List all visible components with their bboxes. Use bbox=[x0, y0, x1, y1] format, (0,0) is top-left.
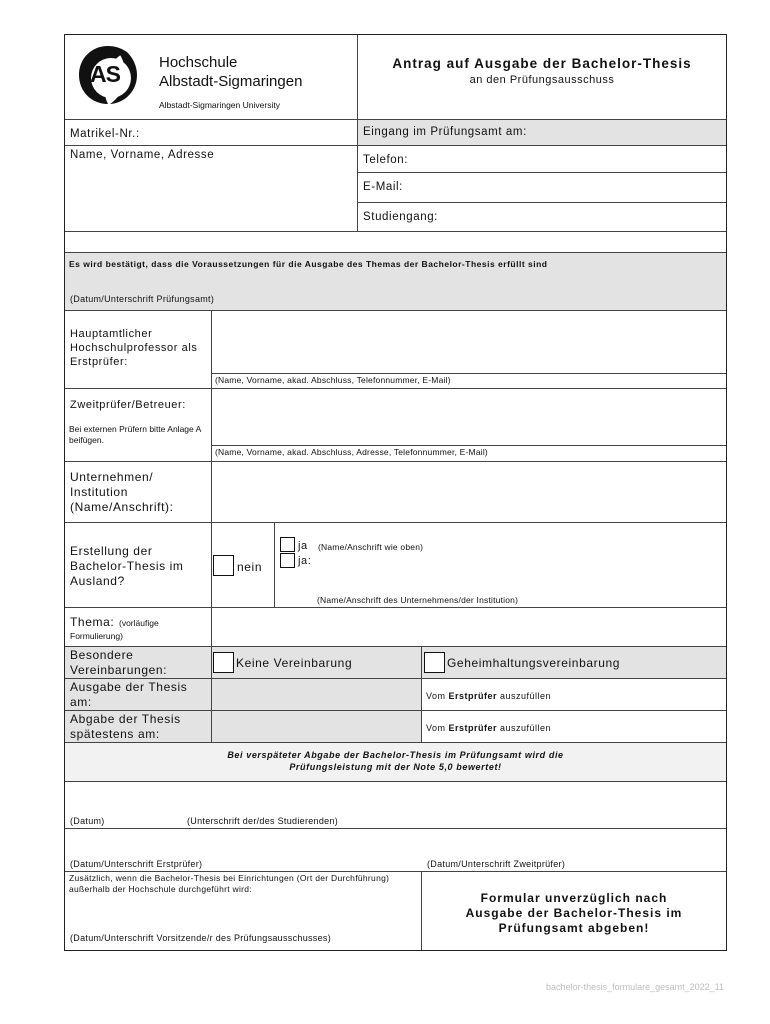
erstpruefer-row bbox=[65, 311, 726, 389]
ausland-ja-wie-oben-checkbox[interactable] bbox=[280, 537, 295, 552]
thema-row bbox=[65, 608, 726, 647]
vereinbarungen-label: Besondere Vereinbarungen: bbox=[70, 648, 168, 677]
thema-note: Formulierung) bbox=[70, 631, 123, 641]
ausland-ja-wie-oben-label: ja bbox=[298, 540, 308, 552]
unternehmen-row bbox=[65, 462, 726, 523]
pruefer-signature-row bbox=[65, 829, 726, 872]
zweitpruefer-hint: (Name, Vorname, akad. Abschluss, Adresse, Telefonnummer, E-Mail) bbox=[215, 447, 488, 457]
student-info-block bbox=[65, 120, 726, 232]
late-submission-warning bbox=[65, 743, 726, 782]
ausland-nein-label: nein bbox=[237, 560, 263, 574]
studiengang-label: Studiengang: bbox=[363, 211, 438, 223]
submit-line2: Ausgabe der Bachelor-Thesis im bbox=[465, 906, 683, 920]
warning-line1: Bei verspäteter Abgabe der Bachelor-Thesis im Prüfungsamt wird die bbox=[227, 750, 564, 760]
form-header bbox=[65, 35, 726, 120]
geheimhaltung-label: Geheimhaltungsvereinbarung bbox=[447, 656, 621, 670]
matrikel-label: Matrikel-Nr.: bbox=[70, 128, 140, 140]
confirmation-block bbox=[65, 253, 726, 311]
name-address-label: Name, Vorname, Adresse bbox=[70, 149, 215, 161]
signature-zweitpruefer: (Datum/Unterschrift Zweitprüfer) bbox=[427, 859, 566, 869]
warning-line2: Prüfungsleistung mit der Note 5,0 bewertet! bbox=[289, 762, 502, 772]
ausland-ja-wie-oben-note: (Name/Anschrift wie oben) bbox=[318, 542, 424, 552]
signature-erstpruefer: (Datum/Unterschrift Erstprüfer) bbox=[70, 859, 203, 869]
confirmation-text: Es wird bestätigt, dass die Voraussetzungen für die Ausgabe des Themas der Bachelor-Thesis erfüllt sind bbox=[69, 259, 548, 269]
logo-line2: Albstadt-Sigmaringen bbox=[159, 73, 303, 90]
final-block bbox=[65, 872, 726, 950]
ausgabe-label: Ausgabe der Thesis am: bbox=[70, 680, 188, 709]
signature-vorsitz: (Datum/Unterschrift Vorsitzende/r des Prüfungsausschusses) bbox=[70, 933, 332, 943]
page-title: Antrag auf Ausgabe der Bachelor-Thesis bbox=[392, 56, 692, 71]
thesis-application-form bbox=[64, 34, 727, 951]
erstpruefer-label: Hauptamtlicher Hochschulprofessor als Erstprüfer: bbox=[70, 328, 198, 368]
thema-label: Thema: bbox=[70, 615, 115, 629]
keine-vereinbarung-label: Keine Vereinbarung bbox=[236, 656, 353, 670]
student-signature-row bbox=[65, 782, 726, 829]
logo-line1: Hochschule bbox=[159, 54, 238, 71]
signature-datum: (Datum) bbox=[70, 816, 105, 826]
ausland-ja-checkbox[interactable] bbox=[280, 553, 295, 568]
abgabe-note: Vom Erstprüfer auszufüllen bbox=[426, 723, 552, 733]
zweitpruefer-note: Bei externen Prüfern bitte Anlage A beifügen. bbox=[69, 424, 201, 445]
ausland-ja-label: ja: bbox=[298, 555, 312, 567]
footer-filename: bachelor-thesis_formulare_gesamt_2022_11 bbox=[546, 982, 724, 992]
eingang-label: Eingang im Prüfungsamt am: bbox=[363, 126, 527, 138]
telefon-label: Telefon: bbox=[363, 154, 409, 166]
keine-vereinbarung-checkbox[interactable] bbox=[213, 652, 234, 673]
geheimhaltung-checkbox[interactable] bbox=[424, 652, 445, 673]
page-subtitle: an den Prüfungsausschuss bbox=[469, 74, 615, 86]
ausland-row bbox=[65, 523, 726, 608]
ausgabe-note: Vom Erstprüfer auszufüllen bbox=[426, 691, 552, 701]
logo-line3: Albstadt-Sigmaringen University bbox=[159, 100, 280, 110]
ausland-nein-checkbox[interactable] bbox=[213, 555, 234, 576]
thema-note-1: (vorläufige bbox=[119, 618, 159, 628]
zweitpruefer-row bbox=[65, 389, 726, 462]
email-label: E-Mail: bbox=[363, 181, 403, 193]
ausland-hint: (Name/Anschrift des Unternehmens/der Institution) bbox=[317, 595, 519, 605]
unternehmen-label: Unternehmen/ Institution (Name/Anschrift): bbox=[70, 470, 174, 514]
ausgabe-date-field[interactable] bbox=[212, 679, 421, 710]
erstpruefer-hint: (Name, Vorname, akad. Abschluss, Telefonnummer, E-Mail) bbox=[215, 375, 451, 385]
zweitpruefer-label: Zweitprüfer/Betreuer: bbox=[70, 399, 186, 411]
confirmation-signature: (Datum/Unterschrift Prüfungsamt) bbox=[70, 294, 215, 304]
zusatz-text: Zusätzlich, wenn die Bachelor-Thesis bei Einrichtungen (Ort der Durchführung) außerhalb der Hochschule durchgeführt wird: bbox=[69, 873, 390, 894]
signature-student: (Unterschrift der/des Studierenden) bbox=[187, 816, 339, 826]
ausland-label: Erstellung der Bachelor-Thesis im Ausland? bbox=[70, 544, 184, 588]
spacer-row bbox=[65, 232, 726, 253]
logo-initials: AS bbox=[90, 61, 120, 87]
abgabe-date-field[interactable] bbox=[212, 711, 421, 742]
submit-line1: Formular unverzüglich nach bbox=[480, 891, 668, 905]
submit-line3: Prüfungsamt abgeben! bbox=[498, 921, 650, 935]
abgabe-label: Abgabe der Thesis spätestens am: bbox=[70, 712, 181, 741]
vereinbarungen-row bbox=[65, 647, 726, 679]
abgabe-row bbox=[65, 711, 726, 743]
ausgabe-row bbox=[65, 679, 726, 711]
